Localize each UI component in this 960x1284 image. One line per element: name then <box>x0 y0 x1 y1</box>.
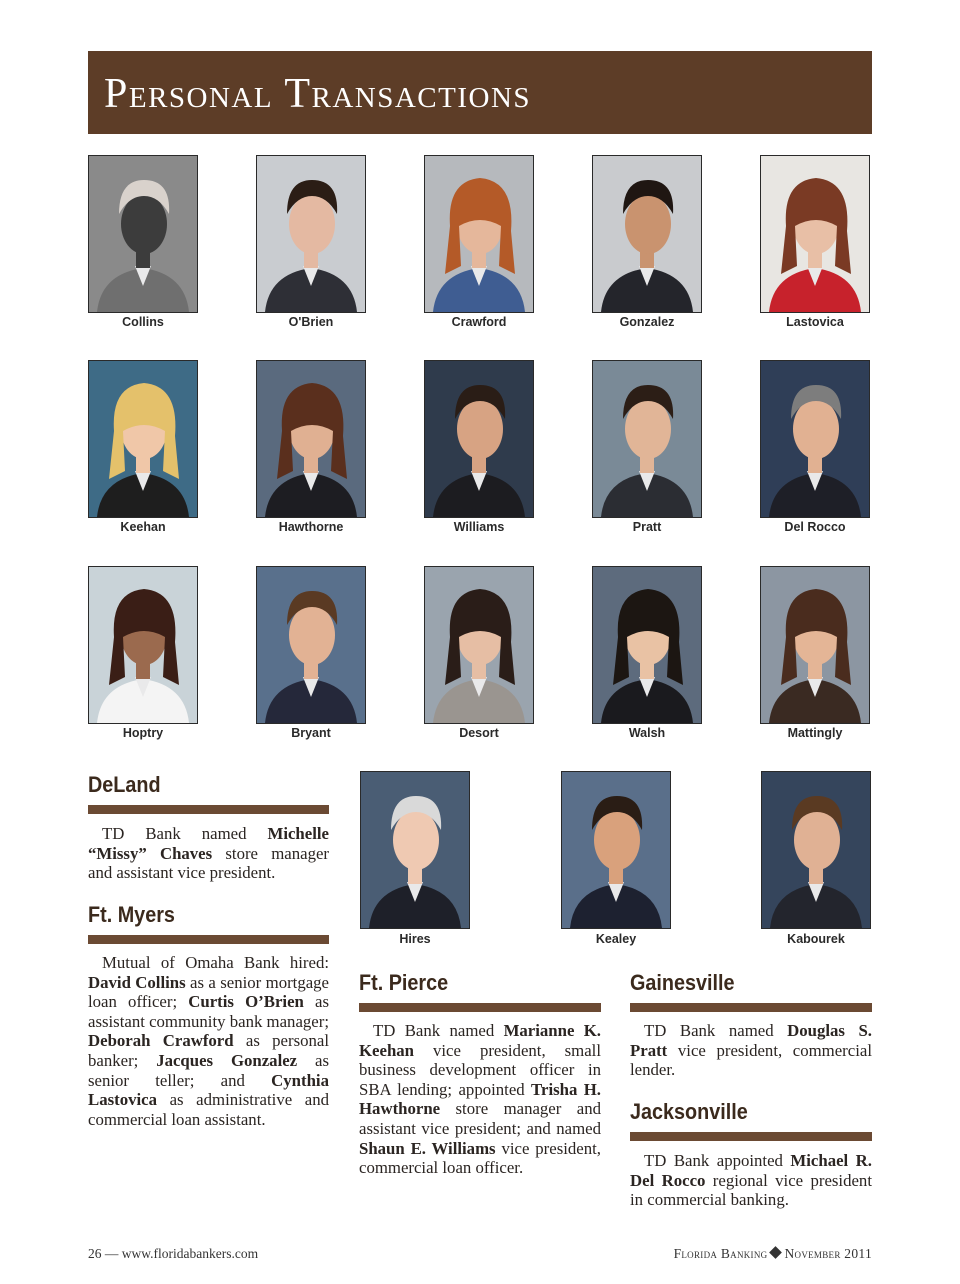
portrait-bryant <box>256 566 366 724</box>
person-name: Cynthia Lastovica <box>88 1070 329 1110</box>
photo-caption: O'Brien <box>288 315 334 329</box>
portrait-gonzalez <box>592 155 702 313</box>
portrait-svg <box>761 156 869 312</box>
heading-ft-pierce: Ft. Pierce <box>359 970 449 995</box>
portrait-svg <box>425 361 533 517</box>
text-run: as administrative and commercial loan assistant. <box>88 1090 329 1129</box>
person-name: Michael R. Del Rocco <box>630 1151 873 1190</box>
text-run: as a senior mortgage loan officer; <box>88 972 330 1012</box>
portrait-hoptry <box>88 566 198 724</box>
rule-ft-myers <box>88 935 329 944</box>
portrait-kealey <box>561 771 671 929</box>
heading-deland: DeLand <box>88 772 161 797</box>
rule-gainesville <box>630 1003 872 1012</box>
text-run: TD Bank named <box>644 1021 788 1040</box>
footer-publication <box>674 1246 872 1262</box>
rule-ft-pierce <box>359 1003 601 1012</box>
footer-page-info: 26 — www.floridabankers.com <box>88 1246 259 1261</box>
person-name: Jacques Gonzalez <box>156 1050 298 1070</box>
person-name: Douglas S. Pratt <box>630 1021 873 1060</box>
person-name: Marianne K. Keehan <box>359 1021 601 1060</box>
text-run: store manager and assistant vice president; and named <box>359 1099 601 1138</box>
photo-caption: Williams <box>453 520 505 534</box>
photo-caption: Keehan <box>120 520 166 534</box>
portrait-crawford <box>424 155 534 313</box>
heading-ft-myers: Ft. Myers <box>88 902 175 927</box>
paragraph-ft-pierce <box>359 1021 601 1178</box>
paragraph-text <box>630 1021 872 1079</box>
portrait-hires <box>360 771 470 929</box>
text-run: as senior teller; and <box>88 1050 329 1090</box>
text-run: vice president, commercial loan officer. <box>359 1138 601 1178</box>
text-run: TD Bank named <box>102 824 268 843</box>
photo-caption: Kabourek <box>787 932 845 946</box>
person-name: Deborah Crawford <box>88 1031 234 1051</box>
text-run: store manager and assistant vice president. <box>88 843 329 883</box>
portrait-svg <box>89 567 197 723</box>
paragraph-text <box>359 1021 601 1177</box>
section-banner <box>88 51 872 134</box>
text-run: as assistant community bank manager; <box>88 992 329 1031</box>
text-run: TD Bank appointed <box>644 1151 791 1170</box>
portrait-obrien <box>256 155 366 313</box>
photo-caption: Gonzalez <box>619 315 675 329</box>
person-name: Shaun E. Williams <box>359 1138 496 1158</box>
text-run: Mutual of Omaha Bank hired: <box>102 953 329 972</box>
portrait-walsh <box>592 566 702 724</box>
paragraph-text <box>88 953 329 1129</box>
portrait-svg <box>425 567 533 723</box>
rule-deland <box>88 805 329 814</box>
portrait-svg <box>593 361 701 517</box>
portrait-svg <box>761 361 869 517</box>
portrait-svg <box>425 156 533 312</box>
portrait-svg <box>562 772 670 928</box>
text-run: regional vice president in commercial banking. <box>630 1170 872 1210</box>
paragraph-text <box>630 1151 872 1209</box>
heading-jacksonville: Jacksonville <box>630 1099 748 1124</box>
person-name: David Collins <box>88 972 186 992</box>
text-run: as personal banker; <box>88 1031 329 1070</box>
portrait-svg <box>761 567 869 723</box>
rule-jacksonville <box>630 1132 872 1141</box>
text-run: vice president, small business development officer in SBA lending; appointed <box>359 1040 601 1099</box>
portrait-svg <box>257 156 365 312</box>
photo-caption: Kealey <box>595 932 637 946</box>
photo-caption: Del Rocco <box>784 520 846 534</box>
portrait-svg <box>593 156 701 312</box>
portrait-svg <box>762 772 870 928</box>
photo-caption: Bryant <box>291 726 331 740</box>
paragraph-jacksonville <box>630 1151 872 1210</box>
text-run: vice president, commercial lender. <box>630 1040 872 1080</box>
footer-date: November 2011 <box>784 1246 872 1261</box>
photo-caption: Lastovica <box>786 315 844 329</box>
text-run: TD Bank named <box>373 1021 504 1040</box>
paragraph-ft-myers <box>88 953 329 1129</box>
portrait-desort <box>424 566 534 724</box>
portrait-svg <box>89 361 197 517</box>
page-title: Personal Transactions <box>104 71 532 117</box>
portrait-svg <box>257 361 365 517</box>
paragraph-text <box>88 824 329 882</box>
photo-caption: Hawthorne <box>278 520 344 534</box>
photo-caption: Hoptry <box>122 726 164 740</box>
portrait-kabourek <box>761 771 871 929</box>
footer-publication-name: Florida Banking <box>673 1246 768 1261</box>
portrait-svg <box>593 567 701 723</box>
portrait-williams <box>424 360 534 518</box>
portrait-delrocco <box>760 360 870 518</box>
portrait-pratt <box>592 360 702 518</box>
paragraph-gainesville <box>630 1021 872 1080</box>
photo-caption: Walsh <box>628 726 666 740</box>
person-name: Michelle “Missy” Chaves <box>88 824 329 863</box>
portrait-lastovica <box>760 155 870 313</box>
heading-gainesville: Gainesville <box>630 970 735 995</box>
portrait-svg <box>257 567 365 723</box>
person-name: Trisha H. Hawthorne <box>359 1079 601 1119</box>
photo-caption: Crawford <box>451 315 507 329</box>
portrait-collins <box>88 155 198 313</box>
diamond-icon <box>770 1246 783 1259</box>
portrait-keehan <box>88 360 198 518</box>
paragraph-deland <box>88 824 329 883</box>
person-name: Curtis O’Brien <box>188 992 304 1012</box>
portrait-svg <box>89 156 197 312</box>
photo-caption: Pratt <box>632 520 662 534</box>
photo-caption: Desort <box>459 726 499 740</box>
portrait-mattingly <box>760 566 870 724</box>
photo-caption: Hires <box>399 932 431 946</box>
portrait-svg <box>361 772 469 928</box>
photo-caption: Mattingly <box>787 726 843 740</box>
portrait-hawthorne <box>256 360 366 518</box>
photo-caption: Collins <box>122 315 164 329</box>
